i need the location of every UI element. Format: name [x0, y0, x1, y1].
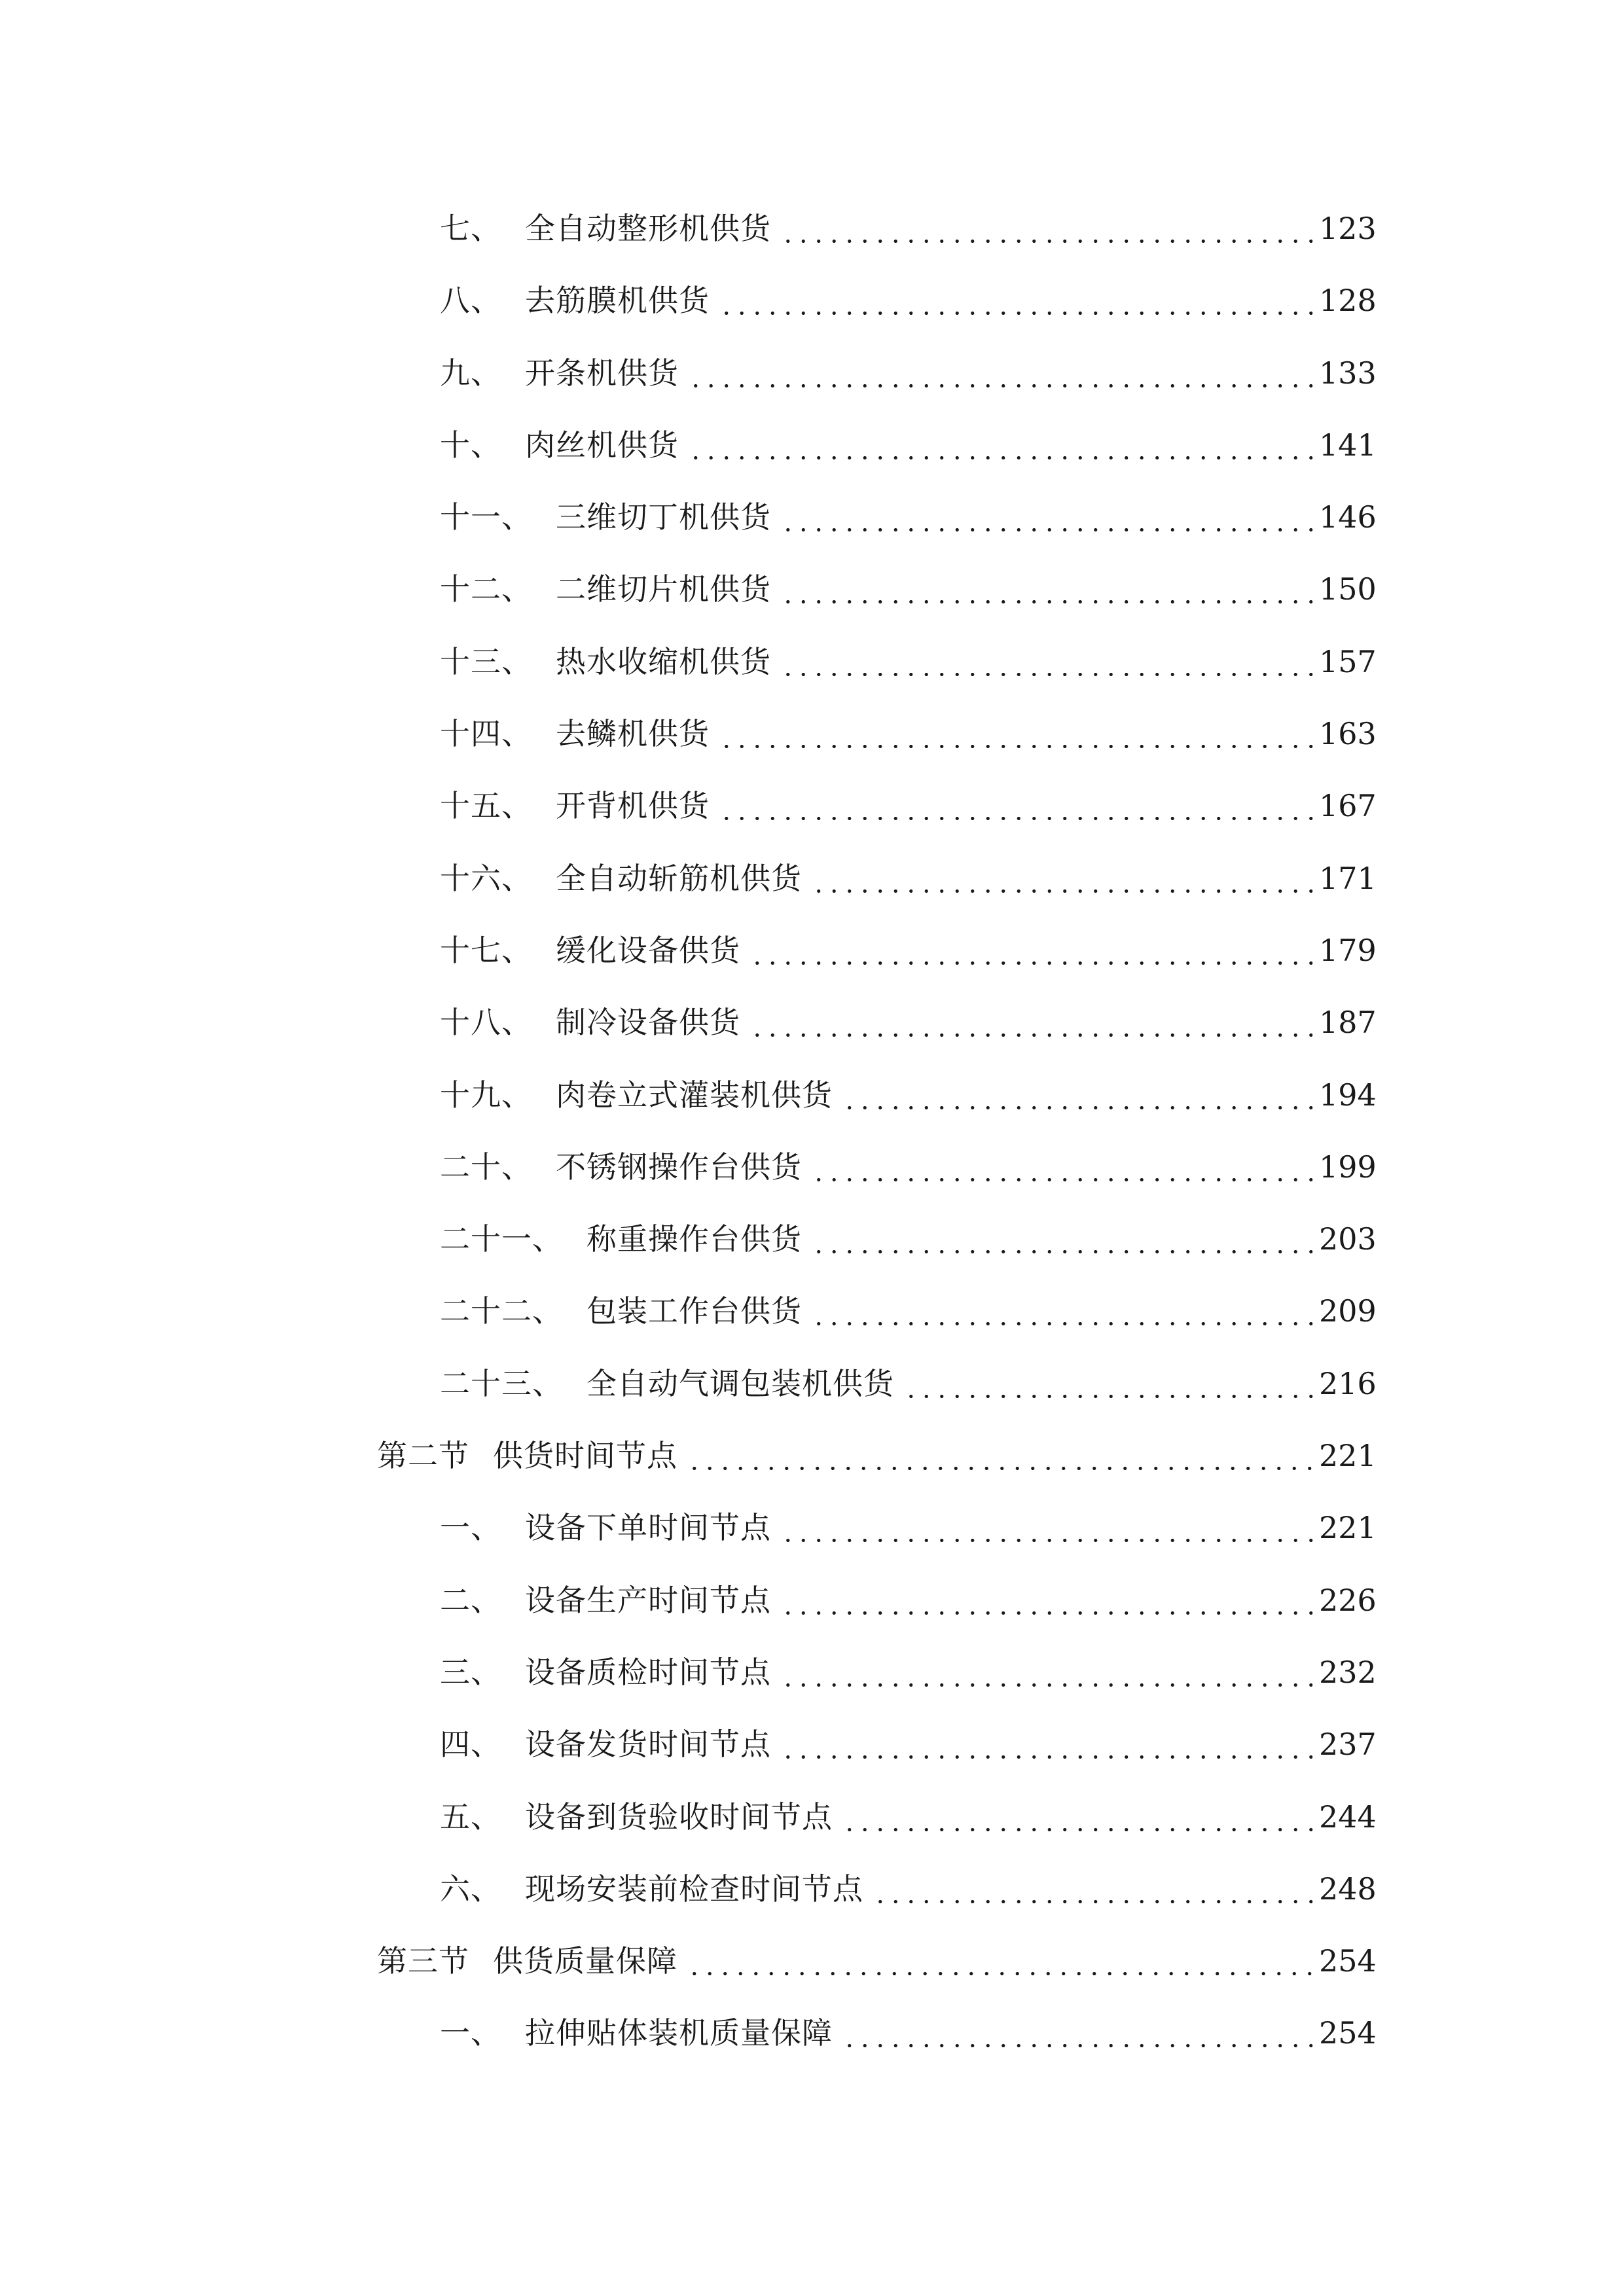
toc-entry-label: [440, 1574, 771, 1626]
toc-entry-title: 拉伸贴体装机质量保障: [525, 2015, 833, 2051]
toc-entry-label: [377, 1429, 677, 1482]
toc-entry-title: 三维切丁机供货: [556, 499, 771, 535]
toc-entry-title: 设备发货时间节点: [525, 1727, 771, 1763]
toc-entry-title: 制冷设备供货: [556, 1005, 740, 1041]
toc-leader-dots: [776, 202, 1319, 255]
toc-entry[interactable]: [0, 636, 1624, 708]
toc-entry-label: [440, 347, 679, 399]
toc-entry-title: 设备生产时间节点: [525, 1582, 771, 1618]
toc-entry-number: 二十三、: [440, 1365, 563, 1401]
toc-leader-dots: [899, 1357, 1319, 1410]
toc-entry-title: 缓化设备供货: [556, 932, 740, 968]
toc-entry[interactable]: [0, 1069, 1624, 1141]
toc-entry-number: 十三、: [440, 643, 532, 679]
toc-entry-label: [440, 1863, 863, 1915]
toc-leader-dots: [715, 274, 1319, 327]
toc-entry-title: 现场安装前检查时间节点: [525, 1871, 863, 1907]
toc-page-number: 209: [1319, 1293, 1377, 1329]
toc-leader-dots: [807, 852, 1319, 905]
toc-entry-number: 十七、: [440, 932, 532, 968]
toc-entry-title: 供货质量保障: [493, 1943, 677, 1979]
toc-entry-title: 全自动斩筋机供货: [556, 860, 802, 896]
toc-entry-label: [440, 491, 771, 543]
toc-leader-dots: [776, 1574, 1319, 1626]
toc-entry[interactable]: [0, 996, 1624, 1068]
toc-leader-dots: [807, 1141, 1319, 1193]
toc-leader-dots: [684, 347, 1319, 399]
toc-entry[interactable]: [0, 1863, 1624, 1935]
toc-leader-dots: [683, 1429, 1319, 1482]
toc-entry-number: 十一、: [440, 499, 532, 535]
toc-entry-number: 六、: [440, 1871, 501, 1907]
toc-page-number: 179: [1319, 932, 1377, 968]
toc-page-number: 203: [1319, 1221, 1377, 1257]
toc-leader-dots: [746, 924, 1319, 977]
toc-entry-label: [440, 2007, 833, 2059]
toc-entry-number: 一、: [440, 1510, 501, 1546]
toc-entry-label: [440, 780, 710, 832]
toc-leader-dots: [684, 419, 1319, 471]
toc-page-number: 128: [1319, 283, 1377, 319]
toc-page-number: 133: [1319, 355, 1377, 391]
toc-leader-dots: [746, 996, 1319, 1049]
toc-entry[interactable]: [0, 924, 1624, 996]
toc-entry-number: 十二、: [440, 571, 532, 607]
toc-entry-label: [377, 1935, 677, 1987]
toc-page-number: 221: [1319, 1438, 1377, 1474]
toc-entry-title: 全自动整形机供货: [525, 211, 771, 246]
toc-entry[interactable]: [0, 1501, 1624, 1573]
toc-entry-label: [440, 1069, 833, 1121]
toc-entry-label: [440, 996, 740, 1049]
toc-entry-number: 二十二、: [440, 1293, 563, 1329]
toc-section-entry[interactable]: [0, 1935, 1624, 2007]
toc-entry-number: 第三节: [377, 1943, 469, 1979]
toc-page-number: 221: [1319, 1510, 1377, 1546]
toc-entry-label: [440, 1718, 771, 1770]
toc-entry-title: 肉丝机供货: [525, 427, 679, 463]
toc-entry-label: [440, 419, 679, 471]
toc-entry-label: [440, 1357, 894, 1410]
toc-page-number: 157: [1319, 643, 1377, 679]
toc-entry-title: 设备质检时间节点: [525, 1654, 771, 1690]
toc-entry-label: [440, 1285, 802, 1337]
toc-page-number: 254: [1319, 1943, 1377, 1979]
toc-entry[interactable]: [0, 2007, 1624, 2079]
toc-entry[interactable]: [0, 852, 1624, 924]
toc-entry[interactable]: [0, 563, 1624, 635]
toc-page-number: 163: [1319, 716, 1377, 752]
toc-entry-label: [440, 1646, 771, 1698]
toc-page-number: 199: [1319, 1149, 1377, 1185]
toc-entry-label: [440, 1791, 833, 1843]
toc-page-number: 237: [1319, 1727, 1377, 1763]
toc-entry-label: [440, 202, 771, 255]
toc-entry-number: 十五、: [440, 788, 532, 824]
toc-entry-title: 热水收缩机供货: [556, 643, 771, 679]
toc-entry-label: [440, 1213, 802, 1265]
toc-entry-label: [440, 274, 710, 327]
toc-entry-number: 十八、: [440, 1005, 532, 1041]
toc-entry-label: [440, 708, 710, 760]
toc-entry-title: 开条机供货: [525, 355, 679, 391]
toc-entry[interactable]: [0, 1718, 1624, 1790]
toc-entry-label: [440, 852, 802, 905]
toc-entry-number: 九、: [440, 355, 501, 391]
toc-page-number: 150: [1319, 571, 1377, 607]
toc-page-number: 254: [1319, 2015, 1377, 2051]
toc-page-number: 123: [1319, 211, 1377, 246]
toc-entry[interactable]: [0, 347, 1624, 419]
toc-entry-number: 十四、: [440, 716, 532, 752]
toc-entry[interactable]: [0, 780, 1624, 852]
toc-entry[interactable]: [0, 1574, 1624, 1646]
toc-leader-dots: [807, 1285, 1319, 1337]
toc-leader-dots: [715, 708, 1319, 760]
toc-leader-dots: [838, 1791, 1319, 1843]
toc-page-number: 141: [1319, 427, 1377, 463]
toc-entry[interactable]: [0, 1646, 1624, 1718]
toc-entry-title: 开背机供货: [556, 788, 710, 824]
toc-page-number: 248: [1319, 1871, 1377, 1907]
toc-entry-number: 三、: [440, 1654, 501, 1690]
table-of-contents: [0, 202, 1624, 2079]
toc-leader-dots: [807, 1213, 1319, 1265]
toc-entry-title: 二维切片机供货: [556, 571, 771, 607]
toc-section-entry[interactable]: [0, 1429, 1624, 1501]
toc-entry-number: 二、: [440, 1582, 501, 1618]
toc-entry-title: 肉卷立式灌装机供货: [556, 1077, 833, 1113]
toc-entry[interactable]: [0, 1141, 1624, 1213]
toc-page-number: 244: [1319, 1799, 1377, 1835]
toc-leader-dots: [776, 636, 1319, 688]
toc-entry-number: 二十、: [440, 1149, 532, 1185]
toc-entry-number: 十九、: [440, 1077, 532, 1113]
toc-leader-dots: [776, 1718, 1319, 1770]
toc-leader-dots: [715, 780, 1319, 832]
toc-entry-title: 去鳞机供货: [556, 716, 710, 752]
toc-leader-dots: [776, 491, 1319, 543]
toc-leader-dots: [776, 1646, 1319, 1698]
toc-entry-title: 全自动气调包装机供货: [586, 1365, 894, 1401]
toc-leader-dots: [776, 1501, 1319, 1554]
toc-page-number: 216: [1319, 1365, 1377, 1401]
toc-entry-number: 四、: [440, 1727, 501, 1763]
toc-entry[interactable]: [0, 1213, 1624, 1285]
toc-entry-title: 设备到货验收时间节点: [525, 1799, 833, 1835]
toc-page-number: 146: [1319, 499, 1377, 535]
toc-leader-dots: [776, 563, 1319, 615]
toc-entry[interactable]: [0, 491, 1624, 563]
toc-entry[interactable]: [0, 1791, 1624, 1863]
toc-leader-dots: [683, 1935, 1319, 1987]
toc-entry-label: [440, 636, 771, 688]
toc-leader-dots: [869, 1863, 1319, 1915]
toc-entry[interactable]: [0, 419, 1624, 491]
toc-entry-number: 十六、: [440, 860, 532, 896]
toc-entry-label: [440, 563, 771, 615]
toc-entry-label: [440, 924, 740, 977]
toc-entry-label: [440, 1501, 771, 1554]
toc-leader-dots: [838, 1069, 1319, 1121]
toc-entry[interactable]: [0, 202, 1624, 274]
toc-entry-number: 七、: [440, 211, 501, 246]
toc-page-number: 167: [1319, 788, 1377, 824]
toc-entry-title: 称重操作台供货: [586, 1221, 802, 1257]
toc-entry[interactable]: [0, 274, 1624, 346]
toc-entry-title: 供货时间节点: [493, 1438, 677, 1474]
toc-page-number: 194: [1319, 1077, 1377, 1113]
toc-entry[interactable]: [0, 1357, 1624, 1429]
toc-entry-number: 五、: [440, 1799, 501, 1835]
toc-entry-number: 八、: [440, 283, 501, 319]
toc-entry-number: 第二节: [377, 1438, 469, 1474]
toc-page-number: 226: [1319, 1582, 1377, 1618]
toc-page-number: 171: [1319, 860, 1377, 896]
toc-entry-number: 十、: [440, 427, 501, 463]
toc-entry-number: 二十一、: [440, 1221, 563, 1257]
toc-entry-label: [440, 1141, 802, 1193]
toc-entry[interactable]: [0, 708, 1624, 780]
toc-entry[interactable]: [0, 1285, 1624, 1357]
toc-entry-title: 去筋膜机供货: [525, 283, 710, 319]
toc-leader-dots: [838, 2007, 1319, 2059]
toc-entry-number: 一、: [440, 2015, 501, 2051]
toc-entry-title: 设备下单时间节点: [525, 1510, 771, 1546]
toc-page-number: 187: [1319, 1005, 1377, 1041]
toc-page-number: 232: [1319, 1654, 1377, 1690]
toc-entry-title: 不锈钢操作台供货: [556, 1149, 802, 1185]
toc-entry-title: 包装工作台供货: [586, 1293, 802, 1329]
